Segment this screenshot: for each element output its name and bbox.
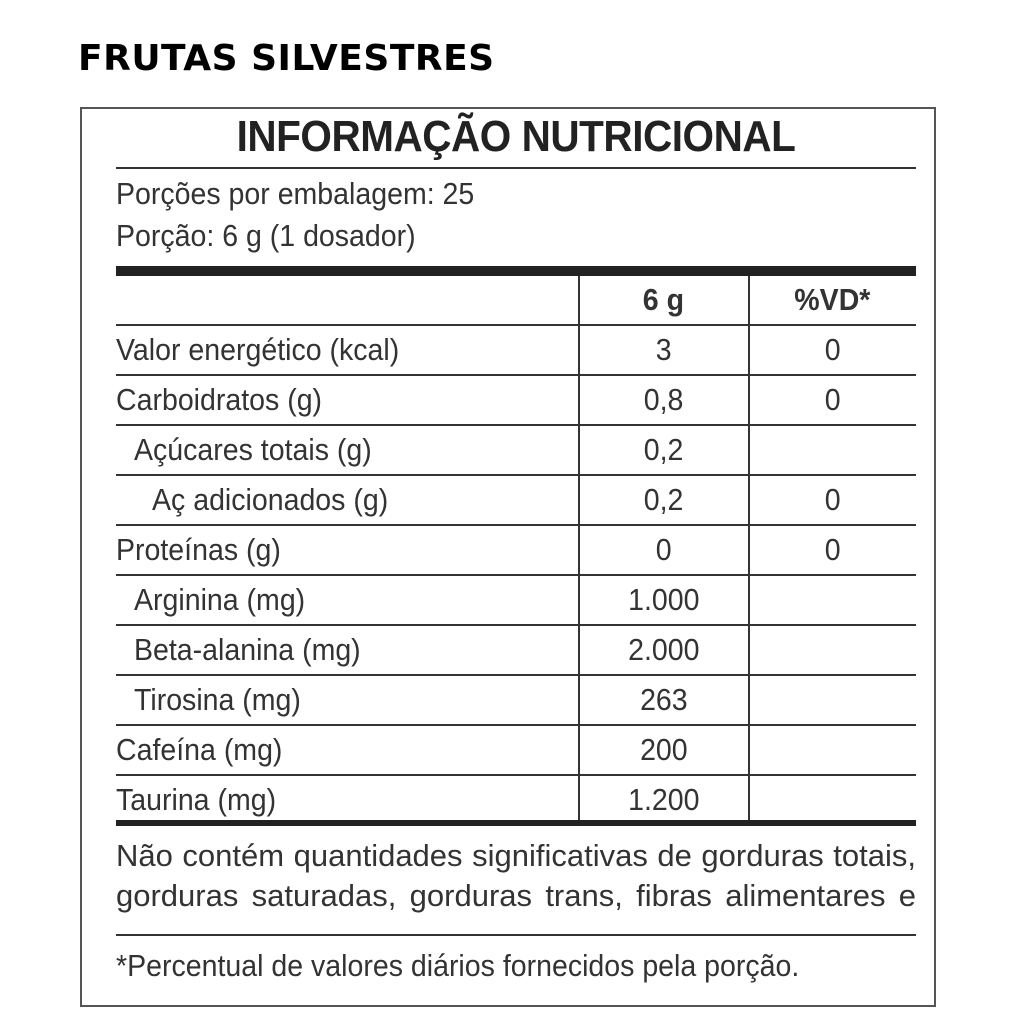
footnote: *Percentual de valores diários fornecidos pela porção. bbox=[116, 948, 800, 983]
nutrient-dv: 0 bbox=[824, 382, 841, 417]
table-body bbox=[116, 325, 916, 825]
nutrient-amount: 2.000 bbox=[628, 632, 700, 667]
nutrient-label-cell bbox=[116, 725, 579, 775]
table-row bbox=[116, 475, 916, 525]
nutrient-amount: 0,2 bbox=[644, 432, 684, 467]
table-row bbox=[116, 525, 916, 575]
table-row bbox=[116, 675, 916, 725]
nutrient-label: Valor energético (kcal) bbox=[116, 332, 400, 367]
header-label bbox=[116, 276, 579, 325]
nutrient-label-cell bbox=[116, 325, 579, 375]
nutrient-label: Beta-alanina (mg) bbox=[134, 632, 361, 667]
nutrient-label-cell bbox=[116, 375, 579, 425]
nutrient-amount: 0 bbox=[655, 532, 672, 567]
panel-title: INFORMAÇÃO NUTRICIONAL bbox=[236, 112, 796, 161]
nutrient-label: Tirosina (mg) bbox=[134, 682, 301, 717]
nutrient-amount-cell bbox=[579, 775, 749, 825]
nutrient-dv: 0 bbox=[824, 482, 841, 517]
disclaimer bbox=[116, 838, 916, 914]
nutrient-amount-cell bbox=[579, 475, 749, 525]
thick-divider-top bbox=[116, 266, 916, 276]
nutrient-dv-cell bbox=[749, 575, 916, 625]
nutrient-label-cell bbox=[116, 575, 579, 625]
disclaimer-line-1: Não contém quantidades significativas de gorduras totais, bbox=[116, 838, 916, 873]
nutrient-amount: 3 bbox=[655, 332, 672, 367]
nutrient-dv-cell bbox=[749, 425, 916, 475]
nutrient-dv-cell bbox=[749, 475, 916, 525]
nutrient-amount: 1.200 bbox=[628, 782, 700, 817]
nutrient-amount: 200 bbox=[640, 732, 688, 767]
disclaimer-line-2: gorduras saturadas, gorduras trans, fibras alimentares e bbox=[116, 878, 916, 913]
nutrient-label: Açúcares totais (g) bbox=[134, 432, 372, 467]
header-dv: %VD* bbox=[749, 276, 916, 325]
table-row bbox=[116, 325, 916, 375]
nutrient-dv-cell bbox=[749, 325, 916, 375]
nutrient-label-cell bbox=[116, 425, 579, 475]
nutrient-amount: 263 bbox=[640, 682, 688, 717]
table-row bbox=[116, 575, 916, 625]
nutrient-amount-cell bbox=[579, 525, 749, 575]
nutrient-label: Aç adicionados (g) bbox=[152, 482, 389, 517]
nutrient-amount: 0,8 bbox=[644, 382, 684, 417]
nutrient-dv-cell bbox=[749, 525, 916, 575]
nutrient-label-cell bbox=[116, 475, 579, 525]
nutrient-dv-cell bbox=[749, 775, 916, 825]
nutrient-amount: 0,2 bbox=[644, 482, 684, 517]
nutrient-dv-cell bbox=[749, 675, 916, 725]
nutrient-dv: 0 bbox=[824, 532, 841, 567]
nutrient-amount-cell bbox=[579, 675, 749, 725]
nutrient-amount: 1.000 bbox=[628, 582, 700, 617]
nutrient-label-cell bbox=[116, 675, 579, 725]
nutrient-dv-cell bbox=[749, 375, 916, 425]
nutrient-label: Proteínas (g) bbox=[116, 532, 281, 567]
footnote-divider bbox=[116, 934, 916, 936]
table-header-row bbox=[116, 276, 916, 325]
nutrient-amount-cell bbox=[579, 725, 749, 775]
thick-divider-bottom bbox=[116, 820, 916, 826]
nutrient-amount-cell bbox=[579, 375, 749, 425]
nutrient-dv: 0 bbox=[824, 332, 841, 367]
table-row bbox=[116, 425, 916, 475]
nutrition-table bbox=[116, 276, 916, 826]
nutrient-amount-cell bbox=[579, 575, 749, 625]
nutrient-label: Carboidratos (g) bbox=[116, 382, 323, 417]
nutrient-label: Cafeína (mg) bbox=[116, 732, 283, 767]
table-row bbox=[116, 625, 916, 675]
nutrient-dv-cell bbox=[749, 725, 916, 775]
nutrient-amount-cell bbox=[579, 625, 749, 675]
nutrient-amount-cell bbox=[579, 425, 749, 475]
nutrient-label-cell bbox=[116, 775, 579, 825]
serving-size: Porção: 6 g (1 dosador) bbox=[116, 218, 416, 253]
flavor-heading: FRUTAS SILVESTRES bbox=[78, 38, 495, 79]
title-divider bbox=[116, 167, 916, 169]
table-row bbox=[116, 775, 916, 825]
header-amount: 6 g bbox=[579, 276, 749, 325]
table-row bbox=[116, 375, 916, 425]
nutrient-label-cell bbox=[116, 525, 579, 575]
nutrient-amount-cell bbox=[579, 325, 749, 375]
nutrient-label: Arginina (mg) bbox=[134, 582, 306, 617]
table-row bbox=[116, 725, 916, 775]
nutrient-dv-cell bbox=[749, 625, 916, 675]
nutrient-label: Taurina (mg) bbox=[116, 782, 277, 817]
servings-per-package: Porções por embalagem: 25 bbox=[116, 176, 475, 211]
nutrient-label-cell bbox=[116, 625, 579, 675]
